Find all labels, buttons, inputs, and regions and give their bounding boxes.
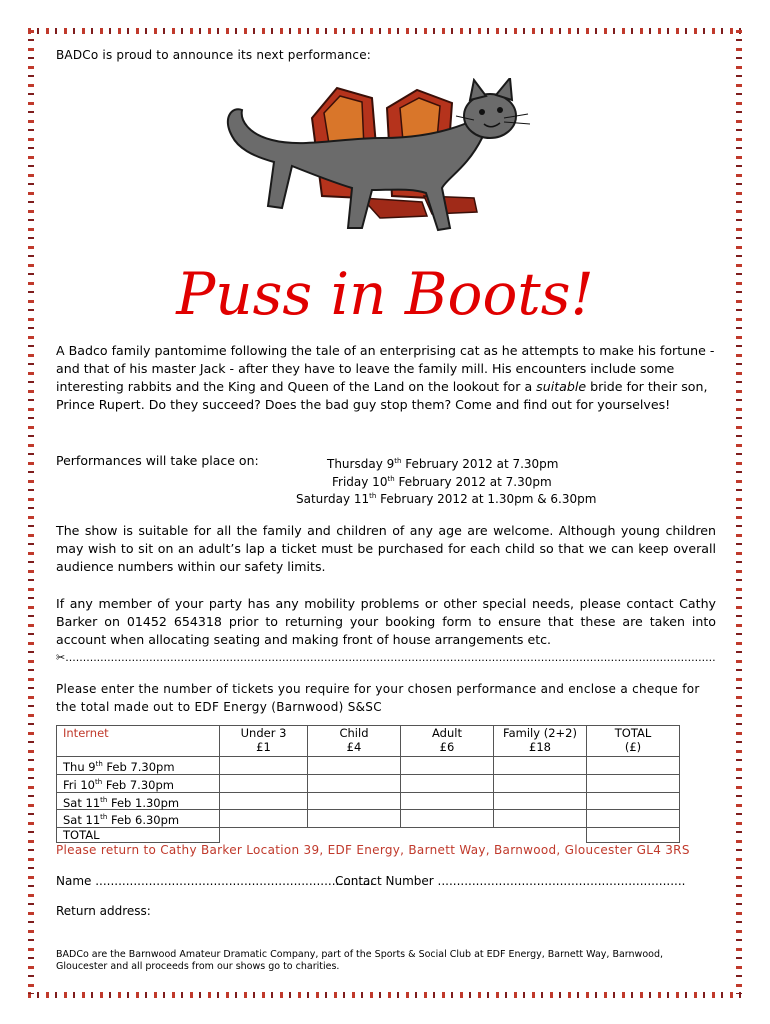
table-row — [57, 792, 680, 810]
table-row — [57, 757, 680, 775]
footer-note: BADCo are the Barnwood Amateur Dramatic Company, part of the Sports & Social Club at EDF Energy, Barnett Way, Barnwood, Gloucester and all proceeds from our shows go to charities. — [56, 949, 663, 972]
return-to-address: Please return to Cathy Barker Location 39, EDF Energy, Barnett Way, Barnwood, Gloucester GL4 3RS — [56, 843, 690, 857]
intro-text: BADCo is proud to announce its next performance: — [56, 48, 372, 62]
mobility-text: If any member of your party has any mobility problems or other special needs, please contact Cathy Barker on 01452 654318 prior to returning your booking form to ensure that these are taken into account when allocating seating and making front of house arrangements etc. — [56, 596, 716, 647]
family-cell[interactable] — [494, 757, 587, 775]
ticket-order-table — [56, 725, 680, 843]
total-cell[interactable] — [587, 792, 680, 810]
under3-cell[interactable] — [220, 810, 308, 828]
show-description: A Badco family pantomime following the tale of an enterprising cat as he attempts to make his fortune - and that of his master Jack - after they have to leave the family mill. His encounters include some interesting rabbits and the King and Queen of the Land on the lookout for a suitable bride for their son, Prince Rupert. Do they succeed? Does the bad guy stop them? Come and find out for yourselves! — [56, 343, 715, 412]
cut-line: ✂.......................................................................................................................................................................................... — [56, 651, 716, 664]
table-header-row — [57, 726, 680, 757]
child-cell[interactable] — [308, 757, 401, 775]
svg-text:Puss in Boots!: Puss in Boots! — [176, 260, 594, 328]
page-border-bottom — [28, 992, 742, 998]
suitability-text: The show is suitable for all the family and children of any age are welcome. Although young children may wish to sit on an adult’s lap a ticket must be purchased for each child so that we can keep overall audience numbers within our safety limits. — [56, 523, 716, 574]
total-row-label: TOTAL — [57, 828, 220, 843]
return-address-field[interactable]: Return address: — [56, 904, 151, 918]
under3-cell[interactable] — [220, 792, 308, 810]
row-label: Sat 11th Feb 1.30pm — [57, 792, 220, 810]
family-cell[interactable] — [494, 792, 587, 810]
under3-cell[interactable] — [220, 774, 308, 792]
adult-cell[interactable] — [401, 757, 494, 775]
total-cell[interactable] — [587, 774, 680, 792]
adult-cell[interactable] — [401, 792, 494, 810]
name-field[interactable]: Name ......................................................................... — [56, 874, 374, 888]
adult-cell[interactable] — [401, 774, 494, 792]
table-corner-label: Internet — [57, 726, 220, 757]
total-cell[interactable] — [587, 757, 680, 775]
table-row — [57, 774, 680, 792]
row-label: Sat 11th Feb 6.30pm — [57, 810, 220, 828]
child-cell[interactable] — [308, 810, 401, 828]
child-cell[interactable] — [308, 774, 401, 792]
show-title — [150, 250, 620, 340]
page-border-right — [736, 30, 742, 994]
performance-date-1: Thursday 9th February 2012 at 7.30pm — [327, 457, 559, 471]
contact-number-field[interactable]: Contact Number ................................................................. — [335, 874, 686, 888]
order-instructions: Please enter the number of tickets you require for your chosen performance and enclose a cheque for the total made out to EDF Energy (Barnwood) S&SC — [56, 682, 700, 714]
family-cell[interactable] — [494, 774, 587, 792]
performance-date-2: Friday 10th February 2012 at 7.30pm — [332, 475, 552, 489]
performance-date-3: Saturday 11th February 2012 at 1.30pm & 6.30pm — [296, 492, 597, 506]
total-cell[interactable] — [587, 810, 680, 828]
col-under3-header: Under 3 £1 — [220, 726, 308, 757]
under3-cell[interactable] — [220, 757, 308, 775]
row-label: Fri 10th Feb 7.30pm — [57, 774, 220, 792]
child-cell[interactable] — [308, 792, 401, 810]
adult-cell[interactable] — [401, 810, 494, 828]
page-border-left — [28, 30, 34, 994]
col-adult-header: Adult £6 — [401, 726, 494, 757]
cat-and-boots-illustration — [212, 78, 552, 238]
family-cell[interactable] — [494, 810, 587, 828]
performances-label: Performances will take place on: — [56, 453, 259, 468]
col-family-header: Family (2+2) £18 — [494, 726, 587, 757]
page-border-top — [28, 28, 742, 34]
col-total-header: TOTAL (£) — [587, 726, 680, 757]
table-row — [57, 810, 680, 828]
col-child-header: Child £4 — [308, 726, 401, 757]
row-label: Thu 9th Feb 7.30pm — [57, 757, 220, 775]
